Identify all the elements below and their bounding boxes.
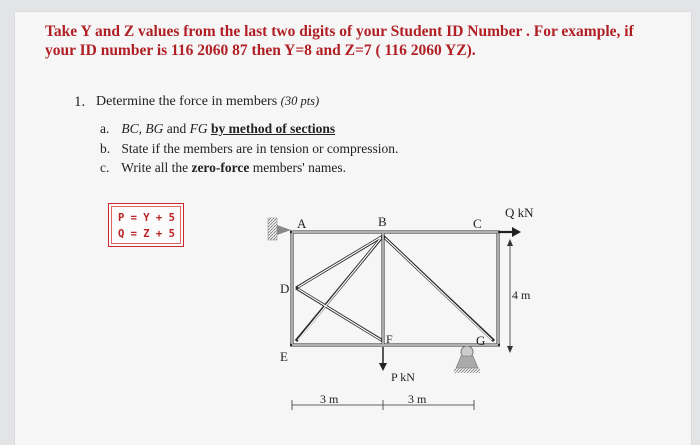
node-label-a: A — [297, 216, 307, 231]
node-label-f: F — [386, 332, 393, 346]
subquestion-b-label: b. — [100, 141, 111, 156]
span-label-1: 3 m — [320, 392, 339, 406]
height-label: 4 m — [512, 288, 531, 302]
node-label-g: G — [476, 333, 486, 348]
ground-hatch — [454, 368, 480, 373]
question-points: (30 pts) — [280, 94, 320, 108]
subquestion-a-members: BC, BG — [121, 121, 164, 136]
question-prompt: Determine the force in members — [96, 94, 278, 109]
node-label-c: C — [473, 216, 482, 231]
subquestion-a-method: by method of sections — [211, 121, 336, 136]
subquestion-b-text: State if the members are in tension or compression. — [121, 141, 399, 156]
header-line-1: Take Y and Z values from the last two digits of your Student ID Number . For example, if — [45, 23, 634, 40]
span-label-2: 3 m — [408, 392, 427, 406]
pin-support-a — [277, 225, 291, 235]
subquestion-a-and: and — [163, 121, 190, 136]
question-number: 1. — [74, 94, 86, 110]
load-q-label: Q kN — [505, 205, 534, 220]
node-label-b: B — [378, 214, 387, 229]
subquestion-c-label: c. — [100, 160, 110, 175]
truss-members — [290, 232, 500, 345]
node-label-e: E — [280, 349, 288, 364]
subquestion-c-pre: Write all the — [121, 160, 192, 175]
subquestion-a-fg: FG — [189, 121, 208, 136]
formula-p: P = Y + 5 — [118, 212, 175, 224]
wall-support — [268, 218, 277, 240]
formula-q: Q = Z + 5 — [118, 228, 175, 240]
subquestion-c-post: members' names. — [249, 160, 346, 175]
load-q-arrowhead — [512, 227, 521, 237]
node-label-d: D — [280, 281, 290, 296]
header-line-2: your ID number is 116 2060 87 then Y=8 and Z=7 ( 116 2060 YZ). — [45, 42, 476, 59]
subquestion-c-bold: zero-force — [191, 160, 250, 175]
subquestion-a-label: a. — [100, 121, 110, 136]
load-p-label: P kN — [391, 370, 415, 384]
load-p-arrowhead — [379, 363, 387, 371]
